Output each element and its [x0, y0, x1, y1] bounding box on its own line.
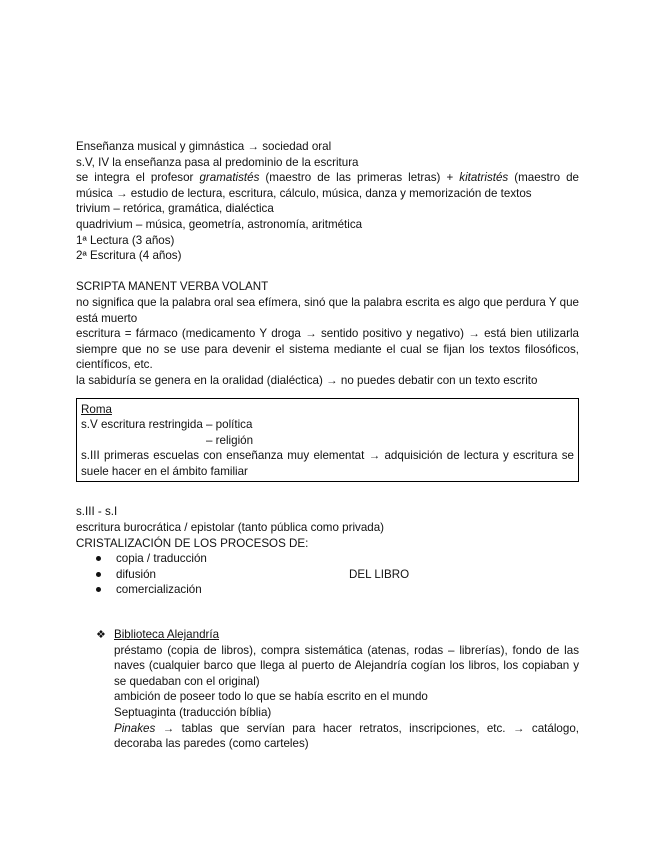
process-list — [76, 551, 579, 598]
quadrivium-line: quadrivium – música, geometría, astronomía, aritmética — [76, 217, 363, 231]
lectura-line: 1ª Lectura (3 años) — [76, 233, 175, 247]
period-line: s.III - s.I — [76, 505, 118, 519]
scripta-line-1: no significa que la palabra oral sea efímera, sinó que la palabra escrita es algo que perdura Y que está muerto — [76, 295, 579, 325]
bullet-icon — [96, 587, 101, 592]
bullet-icon — [96, 572, 101, 577]
spacer — [76, 264, 579, 280]
roma-box — [76, 398, 579, 483]
biblioteca-line-3: Septuaginta (traducción bíblia) — [114, 706, 272, 719]
scripta-line-3: la sabiduría se genera en la oralidad (dialéctica) → no puedes debatir con un texto escrito — [76, 373, 538, 387]
intro-line-1: Enseñanza musical y gimnástica → sociedad oral — [76, 140, 332, 153]
trivium-line: trivium – retórica, gramática, dialéctica — [76, 202, 274, 216]
intro-line-2: s.V, IV la enseñanza pasa al predominio de la escritura — [76, 155, 359, 169]
list-item: comercialización — [96, 582, 579, 598]
intro-line-3 — [76, 170, 579, 201]
gramatistes-term: gramatistés — [199, 171, 260, 185]
del-libro-label: DEL LIBRO — [349, 567, 410, 581]
process-list-wrap — [76, 551, 579, 598]
roma-line-1: s.V escritura restringida – política — [81, 418, 253, 432]
roma-title: Roma — [81, 402, 112, 416]
pinakes-term: Pinakes — [114, 721, 156, 735]
roma-line-3: s.III primeras escuelas con enseñanza muy elementat → adquisición de lectura y escritura se suele hacer en el ámbito familiar — [81, 449, 574, 478]
escritura-line: 2ª Escritura (4 años) — [76, 249, 182, 263]
scripta-line-2: escritura = fármaco (medicamento Y droga → sentido positivo y negativo) → está bien utilizarla siempre que no se use para devenir el sistema mediante el cual se fijan los textos filosóficos, científicos, etc. — [76, 327, 579, 372]
scripta-heading: SCRIPTA MANENT VERBA VOLANT — [76, 280, 269, 294]
intro-line-3-e: (maestro de música → estudio de lectura, escritura, cálculo, música, danza y memorización de textos — [76, 171, 579, 200]
escritura-burocratica-line: escritura burocrática / epistolar (tanto pública como privada) — [76, 521, 385, 535]
biblioteca-line-4 — [114, 721, 579, 752]
intro-line-3-a: se integra el profesor — [76, 171, 200, 185]
document-body — [76, 139, 579, 752]
roma-line-2: – religión — [206, 433, 254, 447]
biblioteca-section — [76, 627, 579, 752]
list-item: difusión — [96, 567, 579, 583]
biblioteca-line-1: préstamo (copia de libros), compra sistemática (atenas, rodas – librerías), fondo de las naves (cualquier barco que llega al puerto de Alejandría cogían los libros, los copiaban y se quedaban con el original) — [114, 643, 579, 688]
biblioteca-title: Biblioteca Alejandría — [114, 628, 220, 642]
list-item: copia / traducción — [96, 551, 579, 567]
biblioteca-line-2: ambición de poseer todo lo que se había escrito en el mundo — [114, 690, 428, 704]
pinakes-desc: → tablas que servían para hacer retratos, inscripciones, etc. → catálogo, decoraba las paredes (como carteles) — [114, 721, 579, 751]
kitatristes-term: kitatristés — [459, 171, 509, 185]
spacer — [76, 482, 579, 504]
bullet-icon — [96, 556, 101, 561]
intro-line-3-c: (maestro de las primeras letras) + — [259, 171, 460, 185]
cristalizacion-heading: CRISTALIZACIÓN DE LOS PROCESOS DE: — [76, 536, 309, 550]
diamond-bullet-icon: ❖ — [96, 629, 106, 642]
